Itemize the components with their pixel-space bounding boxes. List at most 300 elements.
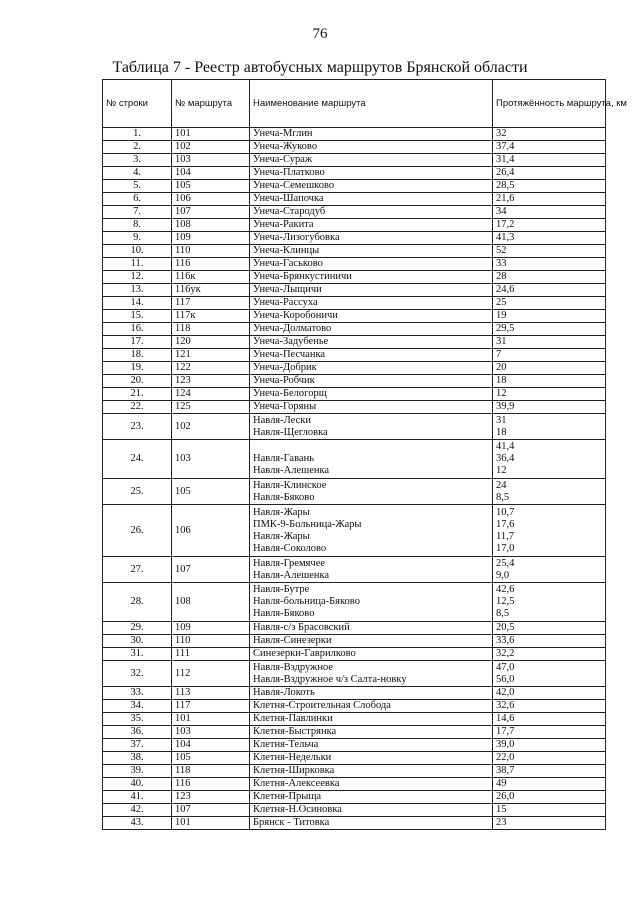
route-length-cell <box>493 323 606 336</box>
row-number-cell: 31. <box>103 648 172 661</box>
route-name-line: Брянск - Титовка <box>253 817 330 828</box>
route-number-cell: 109 <box>172 622 250 635</box>
route-name-cell <box>250 739 493 752</box>
table-row <box>103 154 606 167</box>
table-row <box>103 635 606 648</box>
route-length-cell <box>493 284 606 297</box>
row-number-cell: 10. <box>103 245 172 258</box>
route-number-cell: 113 <box>172 687 250 700</box>
route-length-line: 8,5 <box>496 491 510 503</box>
route-name-cell <box>250 635 493 648</box>
row-number-cell: 39. <box>103 765 172 778</box>
route-name-cell <box>250 726 493 739</box>
table-row <box>103 661 606 687</box>
route-name-line: Унеча-Лыщичи <box>253 284 322 295</box>
route-length-cell <box>493 128 606 141</box>
route-length-line: 20 <box>496 362 507 373</box>
route-name-cell <box>250 154 493 167</box>
table-row <box>103 648 606 661</box>
route-name-line: Навля-Вздружное <box>253 661 334 673</box>
table-row <box>103 284 606 297</box>
route-name-line: Навля-Алешенка <box>253 465 330 476</box>
route-name-line: ПМК-9-Больница-Жары <box>253 518 362 530</box>
route-name-cell <box>250 310 493 323</box>
route-length-line: 31 <box>496 414 507 426</box>
route-length-line: 8,5 <box>496 608 510 619</box>
route-length-cell <box>493 752 606 765</box>
table-row <box>103 401 606 414</box>
table-row <box>103 349 606 362</box>
table-row <box>103 817 606 830</box>
route-name-line: Унеча-Ракита <box>253 219 314 230</box>
route-name-line: Унеча-Робчик <box>253 375 315 386</box>
route-length-line: 10,7 <box>496 506 515 518</box>
route-length-cell <box>493 765 606 778</box>
route-length-line: 20,5 <box>496 622 515 633</box>
route-name-line: Навля-Соколово <box>253 542 327 554</box>
route-number-cell: 108 <box>172 219 250 232</box>
route-name-line: Унеча-Сураж <box>253 154 313 165</box>
route-length-line: 56,0 <box>496 673 515 685</box>
table-row <box>103 128 606 141</box>
route-length-line: 42,6 <box>496 584 515 595</box>
route-number-cell: 104 <box>172 167 250 180</box>
row-number-cell: 12. <box>103 271 172 284</box>
route-name-line: Унеча-Рассуха <box>253 297 318 308</box>
route-name-line: Навля-Бяково <box>253 608 315 619</box>
route-name-line: Навля-больница-Бяково <box>253 596 360 607</box>
route-name-line: Навля-Бяково <box>253 491 315 503</box>
route-name-cell <box>250 219 493 232</box>
route-length-cell <box>493 648 606 661</box>
route-name-line: Синезерки-Гаврилково <box>253 648 356 659</box>
route-length-cell <box>493 141 606 154</box>
route-name-cell <box>250 414 493 440</box>
route-name-cell <box>250 245 493 258</box>
route-number-cell: 101 <box>172 128 250 141</box>
table-row <box>103 336 606 349</box>
row-number-cell: 6. <box>103 193 172 206</box>
route-registry-table <box>102 79 627 830</box>
route-length-line: 28 <box>496 271 507 282</box>
route-length-cell <box>493 440 606 479</box>
route-name-line: Клетня-Ширковка <box>253 765 335 776</box>
route-length-cell <box>493 245 606 258</box>
route-name-cell <box>250 440 493 479</box>
row-number-cell: 5. <box>103 180 172 193</box>
route-length-cell <box>493 622 606 635</box>
route-number-cell: 105 <box>172 752 250 765</box>
route-length-cell <box>493 739 606 752</box>
row-number-cell: 34. <box>103 700 172 713</box>
route-name-cell <box>250 232 493 245</box>
row-number-cell: 8. <box>103 219 172 232</box>
route-name-line: Унеча-Платково <box>253 167 325 178</box>
route-name-line: Навля-Вздружное ч/з Салта-новку <box>253 673 407 685</box>
header-row-number: № строки <box>103 80 172 128</box>
row-number-cell: 11. <box>103 258 172 271</box>
row-number-cell: 2. <box>103 141 172 154</box>
row-number-cell: 4. <box>103 167 172 180</box>
header-route-name: Наименование маршрута <box>250 80 493 128</box>
route-name-line: Клетня-Н.Осиновка <box>253 804 342 815</box>
route-length-cell <box>493 414 606 440</box>
row-number-cell: 23. <box>103 414 172 440</box>
route-length-line: 39,0 <box>496 739 515 750</box>
route-length-line: 29,5 <box>496 323 515 334</box>
route-name-line: Клетня-Строительная Слобода <box>253 700 391 711</box>
route-length-cell <box>493 713 606 726</box>
route-number-cell: 106 <box>172 505 250 557</box>
route-name-cell <box>250 817 493 830</box>
route-length-cell <box>493 804 606 817</box>
route-name-cell <box>250 297 493 310</box>
route-number-cell: 116к <box>172 271 250 284</box>
route-length-line: 15 <box>496 804 507 815</box>
route-number-cell: 107 <box>172 206 250 219</box>
route-name-cell <box>250 700 493 713</box>
route-number-cell: 124 <box>172 388 250 401</box>
route-name-line: Навля-Синезерки <box>253 635 332 646</box>
table-row <box>103 687 606 700</box>
route-length-line: 17,7 <box>496 726 515 737</box>
route-number-cell: 106 <box>172 193 250 206</box>
route-name-line: Навля-Лески <box>253 414 311 426</box>
route-name-cell <box>250 804 493 817</box>
route-name-cell <box>250 401 493 414</box>
route-name-line: Клетня-Павлинки <box>253 713 333 724</box>
route-name-cell <box>250 128 493 141</box>
route-name-line: Навля-Щегловка <box>253 426 328 438</box>
route-name-line: Унеча-Стародуб <box>253 206 326 217</box>
route-length-cell <box>493 154 606 167</box>
route-length-cell <box>493 310 606 323</box>
route-length-line: 49 <box>496 778 507 789</box>
table-row <box>103 180 606 193</box>
route-name-line: Унеча-Семешково <box>253 180 335 191</box>
route-name-cell <box>250 505 493 557</box>
route-number-cell: 101 <box>172 817 250 830</box>
route-name-line: Унеча-Шапочка <box>253 193 324 204</box>
route-length-line: 24,6 <box>496 284 515 295</box>
route-length-cell <box>493 401 606 414</box>
route-length-line: 25 <box>496 297 507 308</box>
route-name-line: Навля-Гавань <box>253 453 314 464</box>
table-row <box>103 505 606 557</box>
route-length-line: 38,7 <box>496 765 515 776</box>
route-name-line: Навля-Жары <box>253 506 310 518</box>
route-name-line: Унеча-Задубенье <box>253 336 329 347</box>
table-header-row <box>103 80 606 128</box>
route-length-line: 32 <box>496 128 507 139</box>
row-number-cell: 25. <box>103 479 172 505</box>
table-row <box>103 713 606 726</box>
route-name-cell <box>250 583 493 622</box>
row-number-cell: 9. <box>103 232 172 245</box>
route-name-cell <box>250 362 493 375</box>
route-name-line: Унеча-Добрик <box>253 362 317 373</box>
route-number-cell: 110 <box>172 635 250 648</box>
table-row <box>103 193 606 206</box>
row-number-cell: 15. <box>103 310 172 323</box>
route-length-cell <box>493 791 606 804</box>
route-length-cell <box>493 635 606 648</box>
row-number-cell: 24. <box>103 440 172 479</box>
route-name-cell <box>250 271 493 284</box>
row-number-cell: 40. <box>103 778 172 791</box>
route-length-cell <box>493 193 606 206</box>
table-row <box>103 622 606 635</box>
table-row <box>103 245 606 258</box>
route-length-cell <box>493 232 606 245</box>
route-length-cell <box>493 700 606 713</box>
route-length-line: 41,3 <box>496 232 515 243</box>
route-name-line: Навля-Гремячее <box>253 557 326 569</box>
row-number-cell: 42. <box>103 804 172 817</box>
route-length-cell <box>493 388 606 401</box>
row-number-cell: 29. <box>103 622 172 635</box>
route-number-cell: 123 <box>172 375 250 388</box>
route-name-line: Навля-Клинское <box>253 479 327 491</box>
route-length-line: 18 <box>496 375 507 386</box>
route-name-cell <box>250 388 493 401</box>
route-length-cell <box>493 362 606 375</box>
route-name-cell <box>250 323 493 336</box>
route-name-line: Клетня-Алексеевка <box>253 778 340 789</box>
route-length-line: 36,4 <box>496 453 515 464</box>
row-number-cell: 28. <box>103 583 172 622</box>
route-number-cell: 116ук <box>172 284 250 297</box>
route-length-line: 21,6 <box>496 193 515 204</box>
table-row <box>103 739 606 752</box>
row-number-cell: 36. <box>103 726 172 739</box>
table-row <box>103 479 606 505</box>
route-length-line: 39,9 <box>496 401 515 412</box>
route-length-cell <box>493 375 606 388</box>
route-length-cell <box>493 258 606 271</box>
route-number-cell: 107 <box>172 557 250 583</box>
route-number-cell: 111 <box>172 648 250 661</box>
table-row <box>103 297 606 310</box>
route-length-line: 23 <box>496 817 507 828</box>
route-length-line: 34 <box>496 206 507 217</box>
route-number-cell: 117к <box>172 310 250 323</box>
route-length-cell <box>493 505 606 557</box>
route-length-line: 28,5 <box>496 180 515 191</box>
route-name-line: Клетня-Тельча <box>253 739 319 750</box>
table-row <box>103 700 606 713</box>
route-name-line: Клетня-Быстрянка <box>253 726 337 737</box>
route-number-cell: 121 <box>172 349 250 362</box>
route-length-line: 31,4 <box>496 154 515 165</box>
table-row <box>103 726 606 739</box>
route-name-line: Унеча-Долматово <box>253 323 332 334</box>
route-name-line: Клетня-Недельки <box>253 752 332 763</box>
table-row <box>103 271 606 284</box>
route-number-cell: 108 <box>172 583 250 622</box>
route-name-cell <box>250 622 493 635</box>
route-number-cell: 107 <box>172 804 250 817</box>
route-name-cell <box>250 687 493 700</box>
route-length-cell <box>493 479 606 505</box>
route-number-cell: 117 <box>172 700 250 713</box>
route-name-cell <box>250 206 493 219</box>
table-row <box>103 414 606 440</box>
route-name-cell <box>250 141 493 154</box>
route-length-line: 31 <box>496 336 507 347</box>
route-number-cell: 102 <box>172 141 250 154</box>
route-name-line: Унеча-Мглин <box>253 128 313 139</box>
route-name-cell <box>250 336 493 349</box>
table-title: Таблица 7 - Реестр автобусных маршрутов Брянской области <box>112 59 528 76</box>
route-length-line: 18 <box>496 426 507 438</box>
row-number-cell: 14. <box>103 297 172 310</box>
route-length-cell <box>493 557 606 583</box>
route-length-line: 22,0 <box>496 752 515 763</box>
table-row <box>103 219 606 232</box>
route-length-line: 17,6 <box>496 518 515 530</box>
route-number-cell: 116 <box>172 258 250 271</box>
route-number-cell: 105 <box>172 479 250 505</box>
table-row <box>103 778 606 791</box>
row-number-cell: 26. <box>103 505 172 557</box>
route-length-cell <box>493 583 606 622</box>
route-name-cell <box>250 557 493 583</box>
table-row <box>103 804 606 817</box>
route-length-line: 17,2 <box>496 219 515 230</box>
route-name-line: Навля-Жары <box>253 530 310 542</box>
route-name-cell <box>250 713 493 726</box>
route-length-line: 12 <box>496 465 507 476</box>
route-length-line: 26,4 <box>496 167 515 178</box>
table-row <box>103 232 606 245</box>
table-row <box>103 323 606 336</box>
route-name-line: Унеча-Белогорщ <box>253 388 327 399</box>
route-number-cell: 117 <box>172 297 250 310</box>
table-row <box>103 141 606 154</box>
table-row <box>103 258 606 271</box>
route-length-line: 25,4 <box>496 557 515 569</box>
route-number-cell: 104 <box>172 739 250 752</box>
route-length-cell <box>493 349 606 362</box>
row-number-cell: 3. <box>103 154 172 167</box>
route-length-line: 33,6 <box>496 635 515 646</box>
route-length-line: 52 <box>496 245 507 256</box>
route-name-line: Навля-Локоть <box>253 687 315 698</box>
route-number-cell: 118 <box>172 323 250 336</box>
route-length-cell <box>493 180 606 193</box>
row-number-cell: 37. <box>103 739 172 752</box>
route-length-line: 14,6 <box>496 713 515 724</box>
row-number-cell: 7. <box>103 206 172 219</box>
route-name-line: Навля-Бутре <box>253 584 310 595</box>
route-number-cell: 123 <box>172 791 250 804</box>
table-row <box>103 362 606 375</box>
header-route-number: № маршрута <box>172 80 250 128</box>
route-name-cell <box>250 765 493 778</box>
row-number-cell: 43. <box>103 817 172 830</box>
route-length-cell <box>493 687 606 700</box>
route-name-cell <box>250 284 493 297</box>
table-row <box>103 765 606 778</box>
route-number-cell: 101 <box>172 713 250 726</box>
route-number-cell: 122 <box>172 362 250 375</box>
route-name-line: Унеча-Жуково <box>253 141 318 152</box>
route-number-cell: 120 <box>172 336 250 349</box>
row-number-cell: 22. <box>103 401 172 414</box>
route-length-cell <box>493 336 606 349</box>
route-number-cell: 125 <box>172 401 250 414</box>
row-number-cell: 13. <box>103 284 172 297</box>
route-name-cell <box>250 349 493 362</box>
route-number-cell: 112 <box>172 661 250 687</box>
row-number-cell: 35. <box>103 713 172 726</box>
route-length-line: 11,7 <box>496 530 514 542</box>
route-name-cell <box>250 778 493 791</box>
route-name-line: Унеча-Брянкустиничи <box>253 271 352 282</box>
route-number-cell: 109 <box>172 232 250 245</box>
table-row <box>103 388 606 401</box>
route-length-line: 7 <box>496 349 502 360</box>
route-name-cell <box>250 661 493 687</box>
route-length-cell <box>493 271 606 284</box>
route-length-line: 12 <box>496 388 507 399</box>
route-length-line: 47,0 <box>496 661 515 673</box>
route-length-cell <box>493 817 606 830</box>
route-length-line: 12,5 <box>496 596 515 607</box>
route-name-cell <box>250 752 493 765</box>
route-name-line <box>253 441 489 453</box>
route-name-cell <box>250 479 493 505</box>
route-number-cell: 103 <box>172 440 250 479</box>
row-number-cell: 32. <box>103 661 172 687</box>
route-number-cell: 103 <box>172 726 250 739</box>
route-length-line: 32,2 <box>496 648 515 659</box>
route-length-line: 26,0 <box>496 791 515 802</box>
route-name-cell <box>250 375 493 388</box>
route-name-line: Навля-с/з Брасовский <box>253 622 350 633</box>
table-row <box>103 167 606 180</box>
route-length-line: 17,0 <box>496 542 515 554</box>
table-row <box>103 375 606 388</box>
row-number-cell: 27. <box>103 557 172 583</box>
route-name-line: Унеча-Лизогубовка <box>253 232 340 243</box>
route-name-line: Унеча-Горяны <box>253 401 317 412</box>
route-length-cell <box>493 726 606 739</box>
route-name-line: Унеча-Гаськово <box>253 258 323 269</box>
route-name-cell <box>250 791 493 804</box>
route-name-cell <box>250 648 493 661</box>
route-length-cell <box>493 297 606 310</box>
table-row <box>103 440 606 479</box>
table-row <box>103 791 606 804</box>
route-number-cell: 116 <box>172 778 250 791</box>
row-number-cell: 30. <box>103 635 172 648</box>
route-length-cell <box>493 206 606 219</box>
header-route-length: Протяжённость маршрута, км <box>493 80 606 128</box>
table-row <box>103 206 606 219</box>
row-number-cell: 1. <box>103 128 172 141</box>
row-number-cell: 19. <box>103 362 172 375</box>
row-number-cell: 33. <box>103 687 172 700</box>
route-name-line: Клетня-Прыща <box>253 791 322 802</box>
row-number-cell: 18. <box>103 349 172 362</box>
route-length-cell <box>493 778 606 791</box>
row-number-cell: 21. <box>103 388 172 401</box>
row-number-cell: 16. <box>103 323 172 336</box>
route-name-line: Унеча-Песчанка <box>253 349 326 360</box>
page-number: 76 <box>312 26 328 42</box>
